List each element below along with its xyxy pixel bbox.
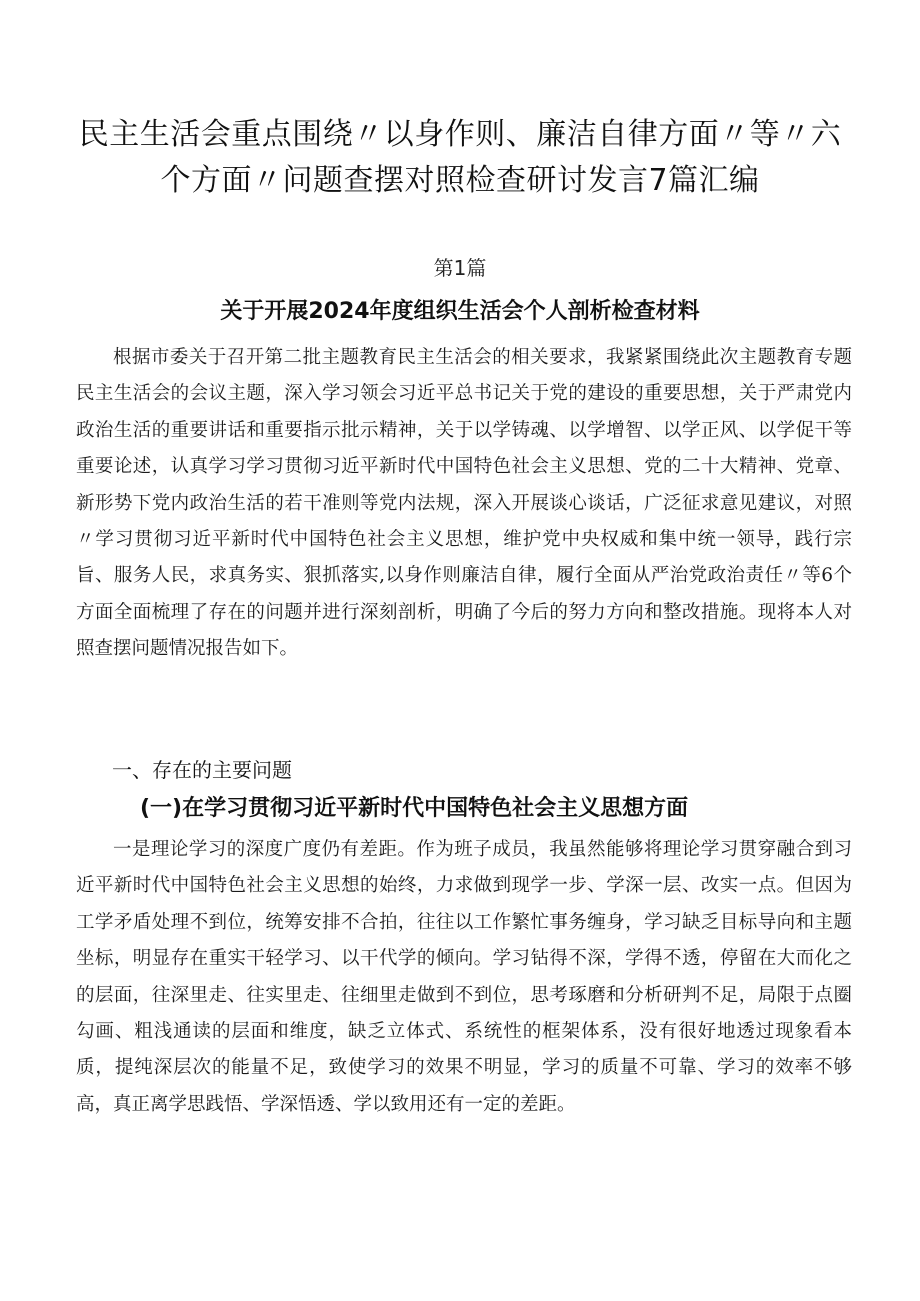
intro-paragraph: 根据市委关于召开第二批主题教育民主生活会的相关要求，我紧紧围绕此次主题教育专题民主生活会的会议主题，深入学习领会习近平总书记关于党的建设的重要思想，关于严肃党内政治生活的重要讲话和重要指示批示精神，关于以学铸魂、以学增智、以学正风、以学促干等重要论述，认真学习学习贯彻习近平新时代中国特色社会主义思想、党的二十大精神、党章、新形势下党内政治生活的若干准则等党内法规，深入开展谈心谈话，广泛征求意见建议，对照〃学习贯彻习近平新时代中国特色社会主义思想，维护党中央权威和集中统一领导，践行宗旨、服务人民，求真务实、狠抓落实,以身作则廉洁自律，履行全面从严治党政治责任〃等6个方面全面梳理了存在的问题并进行深刻剖析，明确了今后的努力方向和整改措施。现将本人对照查摆问题情况报告如下。: [76, 347, 852, 660]
subsection-heading: (一)在学习贯彻习近平新时代中国特色社会主义思想方面: [140, 796, 689, 821]
article-title: 关于开展2024年度组织生活会个人剖析检查材料: [220, 299, 700, 324]
section-heading: 一、存在的主要问题: [112, 758, 292, 782]
article-number: 第1篇: [433, 256, 487, 280]
body-paragraph: 一是理论学习的深度广度仍有差距。作为班子成员，我虽然能够将理论学习贯穿融合到习近平新时代中国特色社会主义思想的始终，力求做到现学一步、学深一层、改实一点。但因为工学矛盾处理不到位，统筹安排不合拍，往往以工作繁忙事务缠身，学习缺乏目标导向和主题坐标，明显存在重实干轻学习、以干代学的倾向。学习钻得不深，学得不透，停留在大而化之的层面，往深里走、往实里走、往细里走做到不到位，思考琢磨和分析研判不足，局限于点圈勾画、粗浅通读的层面和维度，缺乏立体式、系统性的框架体系，没有很好地透过现象看本质，提纯深层次的能量不足，致使学习的效果不明显，学习的质量不可靠、学习的效率不够高，真正离学思践悟、学深悟透、学以致用还有一定的差距。: [76, 839, 852, 1115]
document-title: 民主生活会重点围绕〃以身作则、廉洁自律方面〃等〃六个方面〃问题查摆对照检查研讨发言7篇汇编: [78, 117, 842, 198]
